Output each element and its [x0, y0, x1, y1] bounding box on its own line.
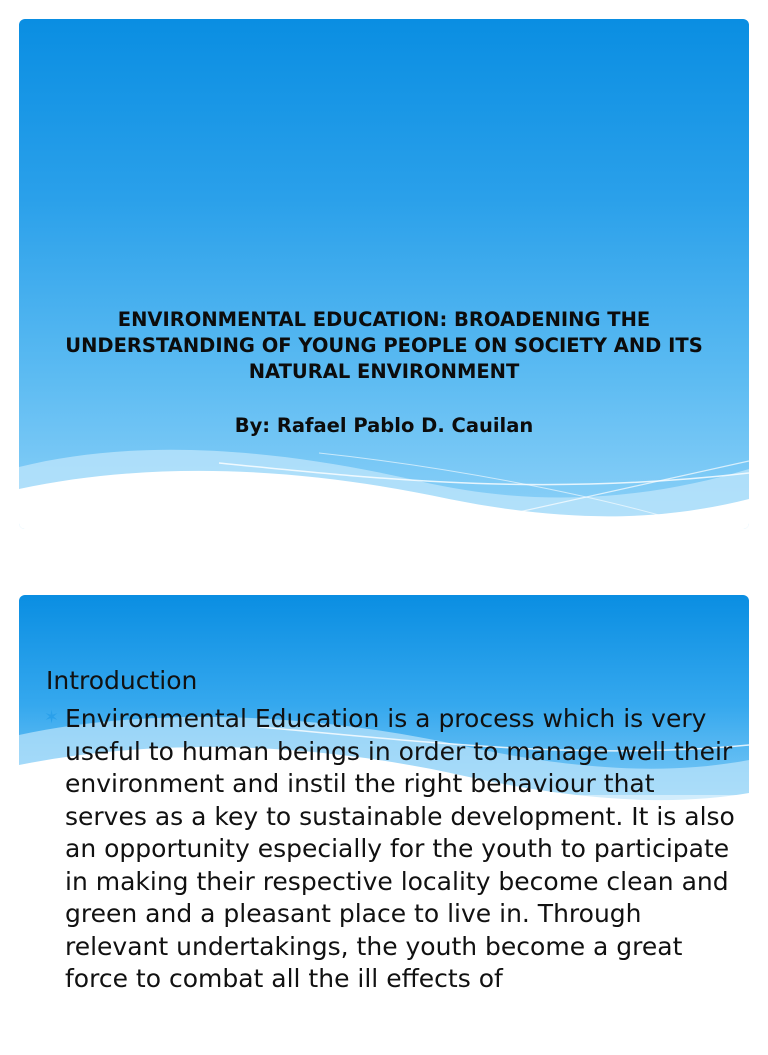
slide-title: ENVIRONMENTAL EDUCATION: BROADENING THE UNDERSTANDING OF YOUNG PEOPLE ON SOCIETY AND ITS NATURAL ENVIRONMENT	[65, 308, 703, 383]
introduction-slide	[19, 595, 749, 1055]
star-bullet-icon: ✶	[44, 707, 60, 728]
author-byline: By: Rafael Pablo D. Cauilan	[234, 414, 534, 437]
intro-paragraph: Environmental Education is a process which is very useful to human beings in order to manage well their environment and instil the right behaviour that serves as a key to sustainable development. It is also an opportunity especially for the youth to participate in making their respective locality become clean and green and a pleasant place to live in. Through relevant undertakings, the youth become a great force to combat all the ill effects of	[65, 704, 735, 993]
wave-decoration	[19, 439, 749, 529]
section-heading: Introduction	[46, 666, 198, 695]
title-slide	[19, 19, 749, 529]
